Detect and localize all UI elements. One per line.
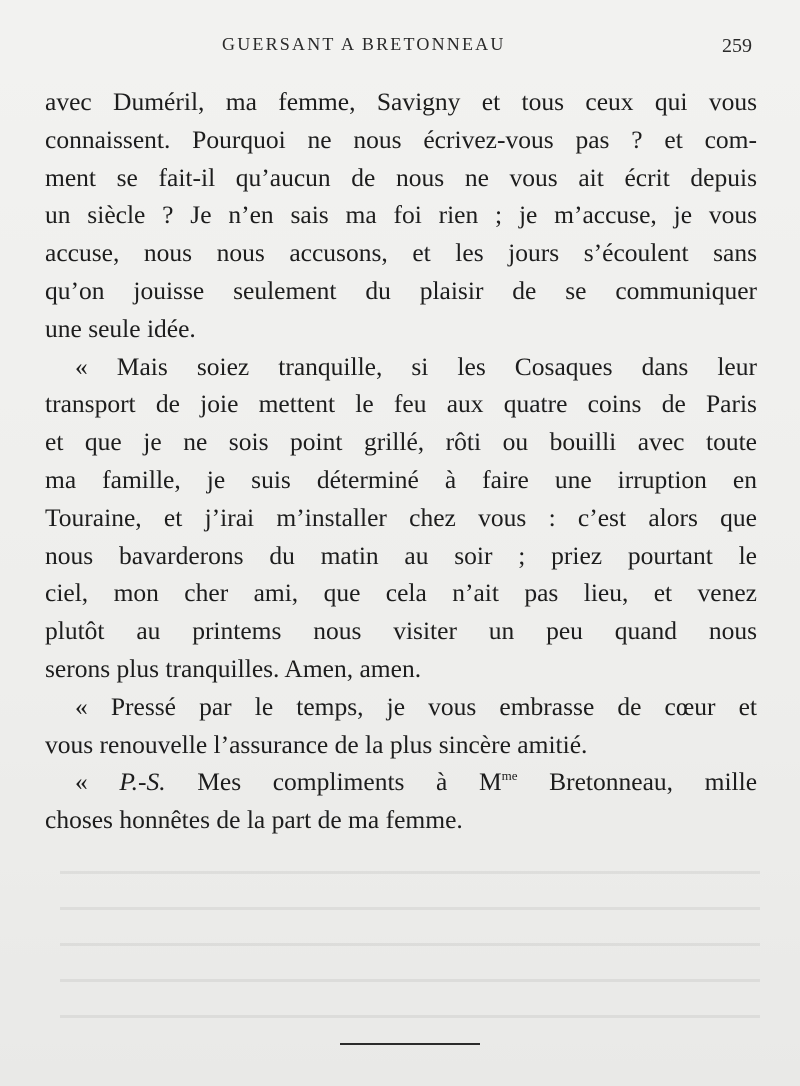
text-line: plutôt au printems nous visiter un peu quand nous (45, 616, 757, 646)
postscript-line (45, 763, 757, 801)
text-line: qu’on jouisse seulement du plaisir de se communiquer (45, 275, 757, 305)
text-line: « Mais soiez tranquille, si les Cosaques dans leur (75, 351, 757, 381)
text-line: Touraine, et j’irai m’installer chez vous : c’est alors que (45, 502, 757, 532)
text-line: « Pressé par le temps, je vous embrasse de cœur et (75, 691, 757, 721)
show-through-ghost-text (60, 845, 760, 1045)
ps-superscript: me (501, 768, 518, 784)
text-line: ment se fait-il qu’aucun de nous ne vous ait écrit depuis (45, 162, 757, 192)
text-line: une seule idée. (45, 313, 196, 343)
ps-text-before: Mes compliments à M (165, 767, 502, 797)
ps-label: P.-S. (119, 767, 166, 797)
text-line: vous renouvelle l’assurance de la plus sincère amitié. (45, 729, 588, 759)
footer-rule (340, 1043, 480, 1045)
text-line: avec Duméril, ma femme, Savigny et tous ceux qui vous (45, 87, 757, 116)
text-line: accuse, nous nous accusons, et les jours s’écoulent sans (45, 238, 757, 268)
page-number: 259 (722, 35, 752, 57)
running-header (0, 34, 800, 60)
ps-open-quote: « (75, 767, 120, 797)
text-line: transport de joie mettent le feu aux quatre coins de Paris (45, 389, 757, 419)
text-line: serons plus tranquilles. Amen, amen. (45, 653, 422, 683)
text-line: nous bavarderons du matin au soir ; priez pourtant le (45, 540, 757, 570)
text-line: connaissent. Pourquoi ne nous écrivez-vous pas ? et com- (45, 124, 757, 154)
text-line: un siècle ? Je n’en sais ma foi rien ; je m’accuse, je vous (45, 200, 757, 230)
text-line: ciel, mon cher ami, que cela n’ait pas lieu, et venez (45, 578, 757, 608)
body-text (45, 83, 757, 839)
text-line: choses honnêtes de la part de ma femme. (45, 805, 463, 835)
text-line: et que je ne sois point grillé, rôti ou bouilli avec toute (45, 427, 757, 457)
text-line: ma famille, je suis déterminé à faire une irruption en (45, 464, 757, 494)
running-title: GUERSANT A BRETONNEAU (222, 34, 506, 54)
ps-text-after: Bretonneau, mille (517, 767, 758, 797)
